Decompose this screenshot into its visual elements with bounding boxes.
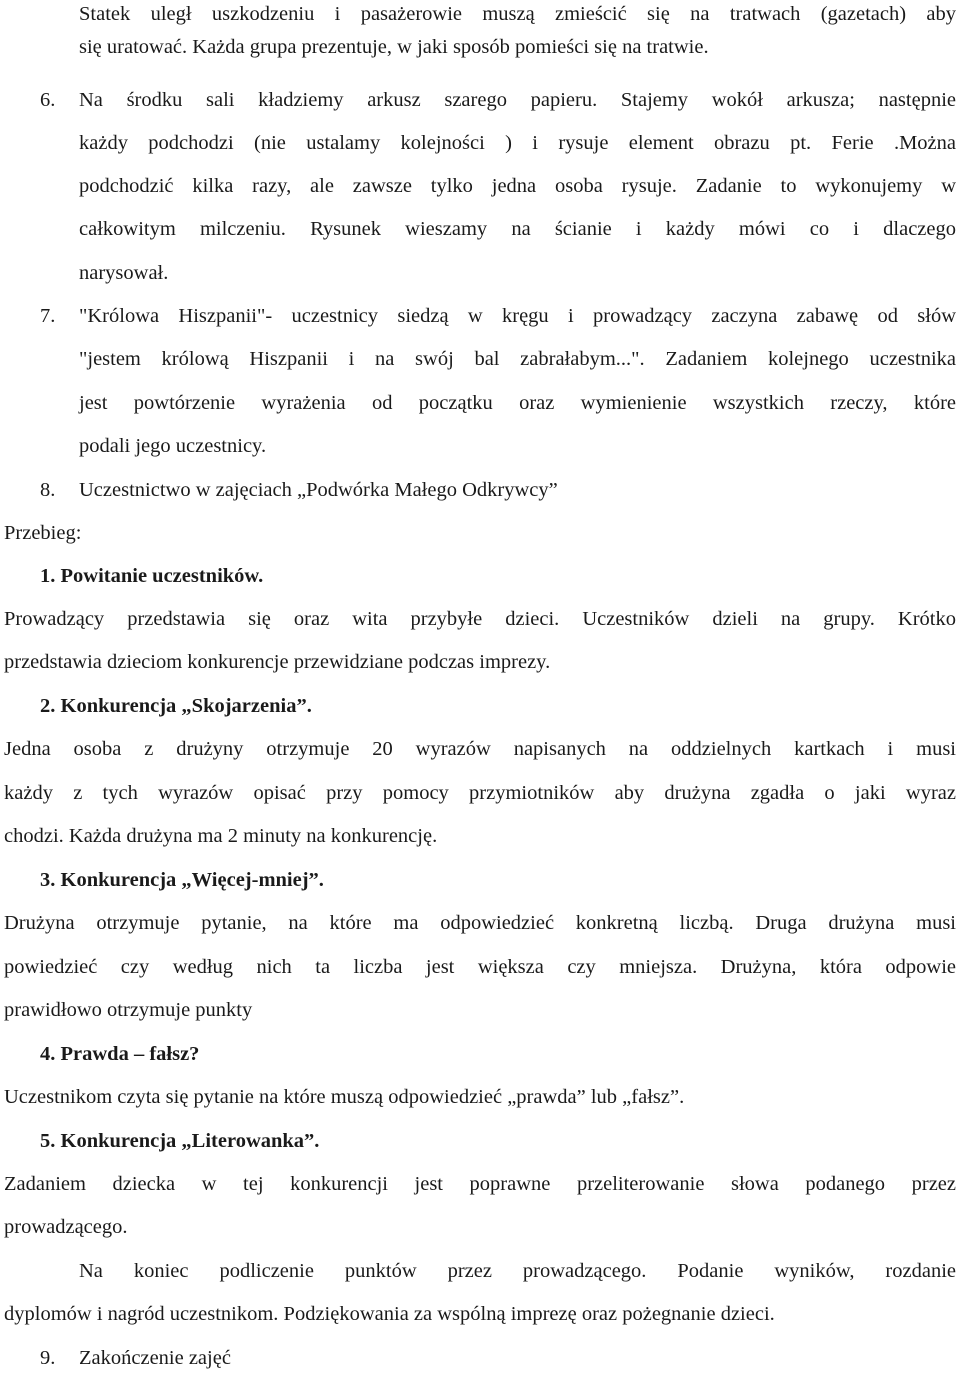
section-3-line-3: prawidłowo otrzymuje punkty bbox=[4, 999, 253, 1021]
item-6-line-3: podchodzić kilka razy, ale zawsze tylko jedna osoba rysuje. Zadanie to wykonujemy w bbox=[79, 175, 956, 197]
section-3-heading: 3. Konkurencja „Więcej-mniej”. bbox=[40, 869, 324, 891]
item-8-number: 8. bbox=[40, 479, 56, 501]
summary-line-1: Na koniec podliczenie punktów przez prowadzącego. Podanie wyników, rozdanie bbox=[79, 1260, 956, 1282]
section-2-line-1: Jedna osoba z drużyny otrzymuje 20 wyrazów napisanych na oddzielnych kartkach i musi bbox=[4, 738, 956, 760]
item-9-text: Zakończenie zajęć bbox=[79, 1347, 231, 1369]
section-3-line-1: Drużyna otrzymuje pytanie, na które ma odpowiedzieć konkretną liczbą. Druga drużyna musi bbox=[4, 912, 956, 934]
item-6-line-1: Na środku sali kładziemy arkusz szarego papieru. Stajemy wokół arkusza; następnie bbox=[79, 89, 956, 111]
section-1-line-1: Prowadzący przedstawia się oraz wita przybyłe dzieci. Uczestników dzieli na grupy. Krótko bbox=[4, 608, 956, 630]
item-7-line-1: "Królowa Hiszpanii"- uczestnicy siedzą w kręgu i prowadzący zaczyna zabawę od słów bbox=[79, 305, 956, 327]
section-1-line-2: przedstawia dzieciom konkurencje przewidziane podczas imprezy. bbox=[4, 651, 551, 673]
section-2-heading: 2. Konkurencja „Skojarzenia”. bbox=[40, 695, 312, 717]
intro-line-2: się uratować. Każda grupa prezentuje, w jaki sposób pomieści się na tratwie. bbox=[79, 36, 709, 58]
item-7-line-3: jest powtórzenie wyrażenia od początku oraz wymienienie wszystkich rzeczy, które bbox=[79, 392, 956, 414]
section-4-heading: 4. Prawda – fałsz? bbox=[40, 1043, 200, 1065]
section-2-line-2: każdy z tych wyrazów opisać przy pomocy przymiotników aby drużyna zgadła o jaki wyraz bbox=[4, 782, 956, 804]
item-6-number: 6. bbox=[40, 89, 56, 111]
section-5-heading: 5. Konkurencja „Literowanka”. bbox=[40, 1130, 320, 1152]
item-6-line-5: narysował. bbox=[79, 262, 169, 284]
przebieg-heading: Przebieg: bbox=[4, 522, 82, 544]
item-7-line-2: "jestem królową Hiszpanii i na swój bal zabrałabym...". Zadaniem kolejnego uczestnika bbox=[79, 348, 956, 370]
section-4-line-1: Uczestnikom czyta się pytanie na które muszą odpowiedzieć „prawda” lub „fałsz”. bbox=[4, 1086, 685, 1108]
section-2-line-3: chodzi. Każda drużyna ma 2 minuty na konkurencję. bbox=[4, 825, 438, 847]
item-6-line-4: całkowitym milczeniu. Rysunek wieszamy na ścianie i każdy mówi co i dlaczego bbox=[79, 218, 956, 240]
section-5-line-2: prowadzącego. bbox=[4, 1216, 128, 1238]
intro-line-1: Statek uległ uszkodzeniu i pasażerowie muszą zmieścić się na tratwach (gazetach) aby bbox=[79, 3, 956, 25]
item-7-line-4: podali jego uczestnicy. bbox=[79, 435, 267, 457]
item-6-line-2: każdy podchodzi (nie ustalamy kolejności ) i rysuje element obrazu pt. Ferie .Można bbox=[79, 132, 956, 154]
item-8-text: Uczestnictwo w zajęciach „Podwórka Małego Odkrywcy” bbox=[79, 479, 558, 501]
section-1-heading: 1. Powitanie uczestników. bbox=[40, 565, 264, 587]
summary-line-2: dyplomów i nagród uczestnikom. Podziękowania za wspólną imprezę oraz pożegnanie dzieci. bbox=[4, 1303, 775, 1325]
section-3-line-2: powiedzieć czy według nich ta liczba jest większa czy mniejsza. Drużyna, która odpowie bbox=[4, 956, 956, 978]
section-5-line-1: Zadaniem dziecka w tej konkurencji jest poprawne przeliterowanie słowa podanego przez bbox=[4, 1173, 956, 1195]
item-9-number: 9. bbox=[40, 1347, 56, 1369]
item-7-number: 7. bbox=[40, 305, 56, 327]
